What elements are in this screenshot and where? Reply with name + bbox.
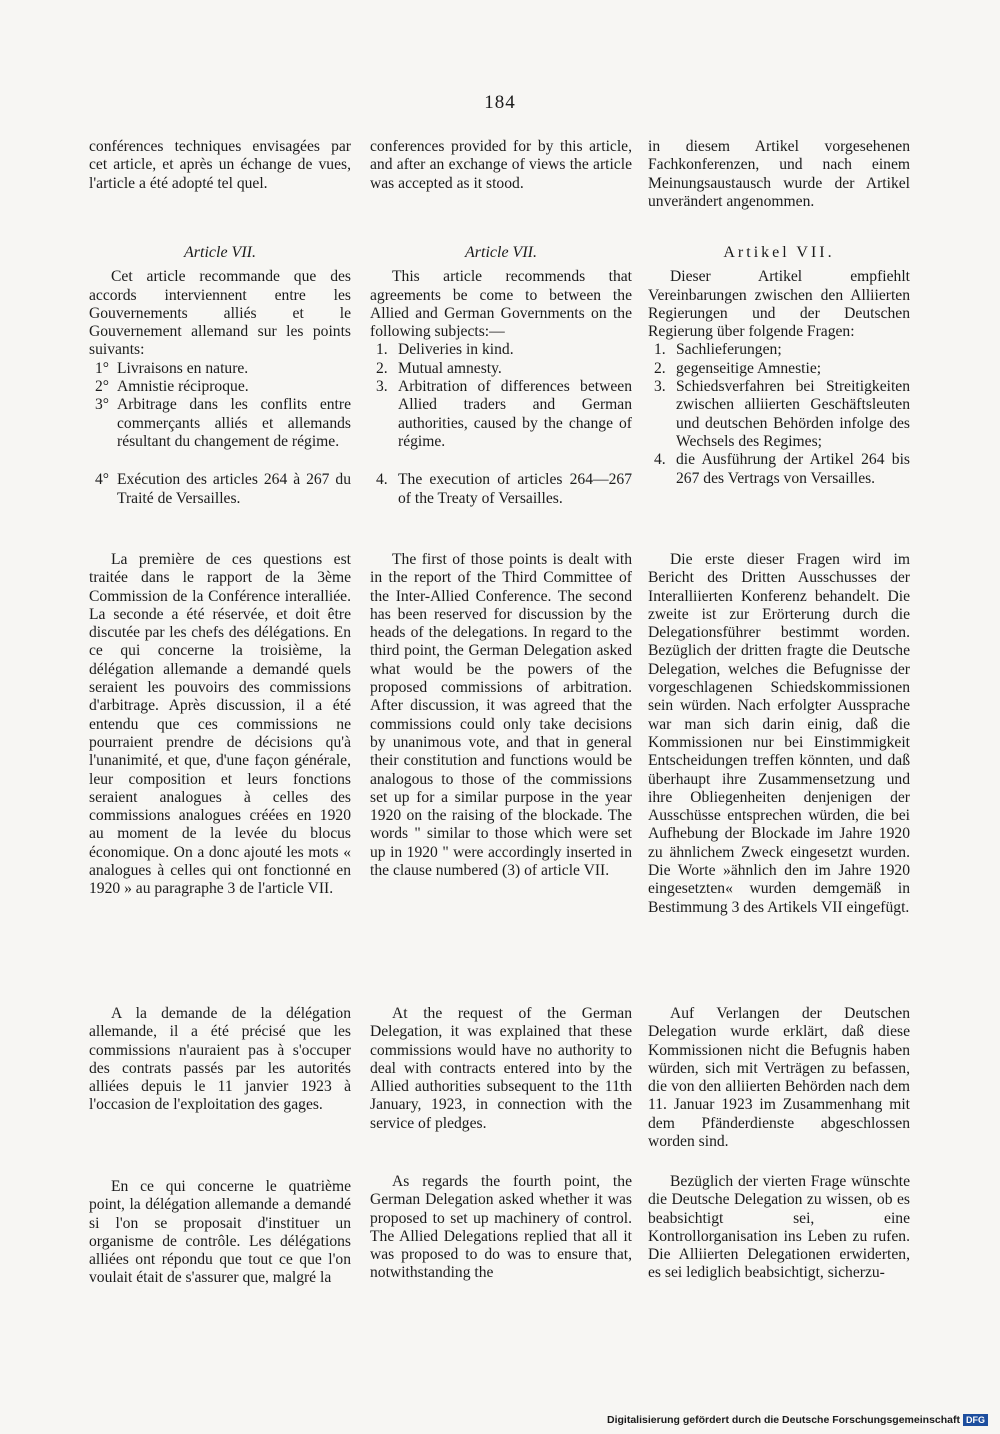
english-article-block (370, 244, 632, 508)
french-item-text: Amnistie réciproque. (117, 378, 249, 396)
german-list-item (648, 378, 910, 451)
french-intro: conférences techniques envisagées par cet article, et après un échange de vues, l'article a été adopté tel quel. (89, 138, 351, 192)
french-item-number: 3° (95, 396, 110, 414)
english-item-number: 3. (376, 378, 388, 396)
german-intro: in diesem Artikel vorgesehenen Fachkonferenzen, und nach einem Meinungsaustausch wurde der Artikel unverändert angenommen. (648, 138, 910, 210)
french-paragraph: En ce qui concerne le quatrième point, la délégation allemande a demandé si l'on se proposait d'instituer un organisme de contrôle. Les délégations alliées ont répondu que tout ce que l'on voulait était de s'assurer que, malgré la (89, 1178, 351, 1287)
english-paragraph: The first of those points is dealt with in the report of the Third Committee of the Inter-Allied Conference. The second has been reserved for discussion by the heads of the delegations. In regard to the third point, the German Delegation asked what would be the powers of the proposed commissions of arbitration. After discussion, it was agreed that the commissions could only take decisions by unanimous vote, and that in general their constitution and functions would be analogous to those of the commissions set up for a similar purpose in the year 1920 on the raising of the blockade. The words " similar to those which were set up in 1920 " were accordingly inserted in the clause numbered (3) of article VII. (370, 551, 632, 880)
french-list-item (89, 396, 351, 451)
english-item-number: 4. (376, 471, 388, 489)
english-item-text: Deliveries in kind. (398, 341, 514, 359)
german-article-heading: Artikel VII. (723, 244, 835, 261)
german-list (648, 341, 910, 487)
english-list-item (370, 378, 632, 451)
french-article-heading: Article VII. (184, 244, 256, 261)
french-paragraph: A la demande de la délégation allemande, il a été précisé que les commissions n'auraient pas à s'occuper des contrats passés par les autorités alliées depuis le 11 janvier 1923 à l'occasion de l'exploitation des gages. (89, 1005, 351, 1114)
german-item-number: 4. (654, 451, 666, 469)
footer-text: Digitalisierung gefördert durch die Deutsche Forschungsgemeinschaft (607, 1414, 960, 1426)
french-para1-block (89, 551, 351, 899)
german-paragraph: Auf Verlangen der Deutschen Delegation wurde erklärt, daß diese Kommissionen nicht die Befugnis haben würden, sich mit Verträgen zu befassen, die von den alliierten Behörden nach dem 11. Januar 1923 im Zusammenhang mit dem Pfänderdienste abgeschlossen worden sind. (648, 1005, 910, 1151)
french-item-text: Livraisons en nature. (117, 359, 249, 377)
english-para2-block (370, 1005, 632, 1133)
french-intro-block (89, 138, 351, 193)
french-lead: Cet article recommande que des accords interviennent entre les Gouvernements alliés et le Gouvernement allemand sur les points suivants: (89, 268, 351, 359)
french-list-item (89, 360, 351, 378)
german-item-number: 3. (654, 378, 666, 396)
german-item-text: Sachlieferungen; (676, 341, 782, 359)
german-article-block (648, 244, 910, 488)
german-list-item (648, 451, 910, 488)
french-list-item (89, 378, 351, 396)
french-para3-block (89, 1178, 351, 1288)
english-list (370, 341, 632, 507)
german-para3-block (648, 1173, 910, 1283)
french-list (89, 360, 351, 508)
german-intro-block (648, 138, 910, 211)
german-item-text: gegenseitige Amnestie; (676, 359, 822, 377)
german-paragraph: Die erste dieser Fragen wird im Bericht des Dritten Ausschusses der Interalliierten Konferenz behandelt. Die zweite ist zur Erörterung durch die Delegationsführer bestimmt worden. Bezüglich der dritten fragte die Deutsche Delegation, welches die Befugnisse der vorgeschlagenen Schiedskommissionen sein würden. Nach erfolgter Aussprache war man sich darin einig, daß die Kommissionen nur bei Einstimmigkeit Entscheidungen treffen könnten, und daß überhaupt ihre Zusammensetzung und ihre Obliegenheiten denjenigen der Ausschüsse entsprechen würden, die bei Aufhebung der Blockade im Jahre 1920 zu ähnlichem Zweck eingesetzt wurden. Die Worte »ähnlich den im Jahre 1920 eingesetzten« wurden demgemäß in Bestimmung 3 des Artikels VII eingefügt. (648, 551, 910, 916)
english-item-number: 1. (376, 341, 388, 359)
footer-credit (607, 1414, 988, 1426)
english-intro-block (370, 138, 632, 193)
german-list-item (648, 360, 910, 378)
french-item-text: Arbitrage dans les conflits entre commerçants alliés et allemands résultant du changement de régime. (117, 396, 351, 450)
german-item-text: die Ausführung der Artikel 264 bis 267 des Vertrags von Versailles. (676, 451, 910, 487)
french-para2-block (89, 1005, 351, 1115)
german-paragraph: Bezüglich der vierten Frage wünschte die Deutsche Delegation zu wissen, ob es beabsichtigt sei, eine Kontrollorganisation ins Leben zu rufen. Die Alliierten Delegationen erwiderten, es sei lediglich beabsichtigt, sicherzu- (648, 1173, 910, 1282)
english-item-text: Arbitration of differences between Allied traders and German authorities, caused by the change of régime. (398, 378, 632, 450)
french-list-item (89, 471, 351, 508)
french-article-block (89, 244, 351, 508)
english-para1-block (370, 551, 632, 880)
german-para1-block (648, 551, 910, 917)
french-item-number: 2° (95, 378, 110, 396)
german-item-number: 2. (654, 359, 666, 377)
dfg-logo-icon: DFG (963, 1414, 988, 1426)
english-paragraph: As regards the fourth point, the German Delegation asked whether it was proposed to set up machinery of control. The Allied Delegations replied that all it was proposed to do was to ensure that, notwithstanding the (370, 1173, 632, 1282)
english-paragraph: At the request of the German Delegation, it was explained that these commissions would have no authority to deal with contracts entered into by the Allied authorities subsequent to the 11th January, 1923, in connection with the service of pledges. (370, 1005, 632, 1132)
english-list-item (370, 341, 632, 359)
english-item-text: The execution of articles 264—267 of the Treaty of Versailles. (398, 471, 632, 507)
english-para3-block (370, 1173, 632, 1283)
german-list-item (648, 341, 910, 359)
english-list-item (370, 360, 632, 378)
english-item-number: 2. (376, 359, 388, 377)
page-number: 184 (484, 92, 516, 113)
english-lead: This article recommends that agreements be come to between the Allied and German Governments on the following subjects:— (370, 268, 632, 341)
english-item-text: Mutual amnesty. (398, 359, 502, 377)
english-article-heading: Article VII. (465, 244, 537, 261)
english-list-item (370, 471, 632, 508)
german-para2-block (648, 1005, 910, 1151)
french-item-number: 1° (95, 359, 110, 377)
french-item-number: 4° (95, 471, 110, 489)
german-item-text: Schiedsverfahren bei Streitigkeiten zwischen alliierten Geschäftsleuten und deutschen Behörden infolge des Wechsels des Regimes; (676, 378, 910, 450)
french-item-text: Exécution des articles 264 à 267 du Traité de Versailles. (117, 471, 351, 507)
english-intro: conferences provided for by this article, and after an exchange of views the article was accepted as it stood. (370, 138, 632, 192)
german-lead: Dieser Artikel empfiehlt Vereinbarungen zwischen den Alliierten Regierungen und der Deutschen Regierung über folgende Fragen: (648, 268, 910, 341)
german-item-number: 1. (654, 341, 666, 359)
french-paragraph: La première de ces questions est traitée dans le rapport de la 3ème Commission de la Conférence interalliée. La seconde a été réservée, et doit être discutée par les chefs des délégations. En ce qui concerne la troisième, la délégation allemande a demandé quels seraient les pouvoirs des commissions d'arbitrage. Après discussion, il a été entendu que ces commissions ne pourraient prendre de décisions qu'à l'unanimité, et que, d'une façon générale, leur composition et leurs fonctions seraient analogues à celles des commissions analogues créées en 1920 au moment de la levée du blocus économique. On a donc ajouté les mots « analogues à celles qui ont fonctionné en 1920 » au paragraphe 3 de l'article VII. (89, 551, 351, 898)
